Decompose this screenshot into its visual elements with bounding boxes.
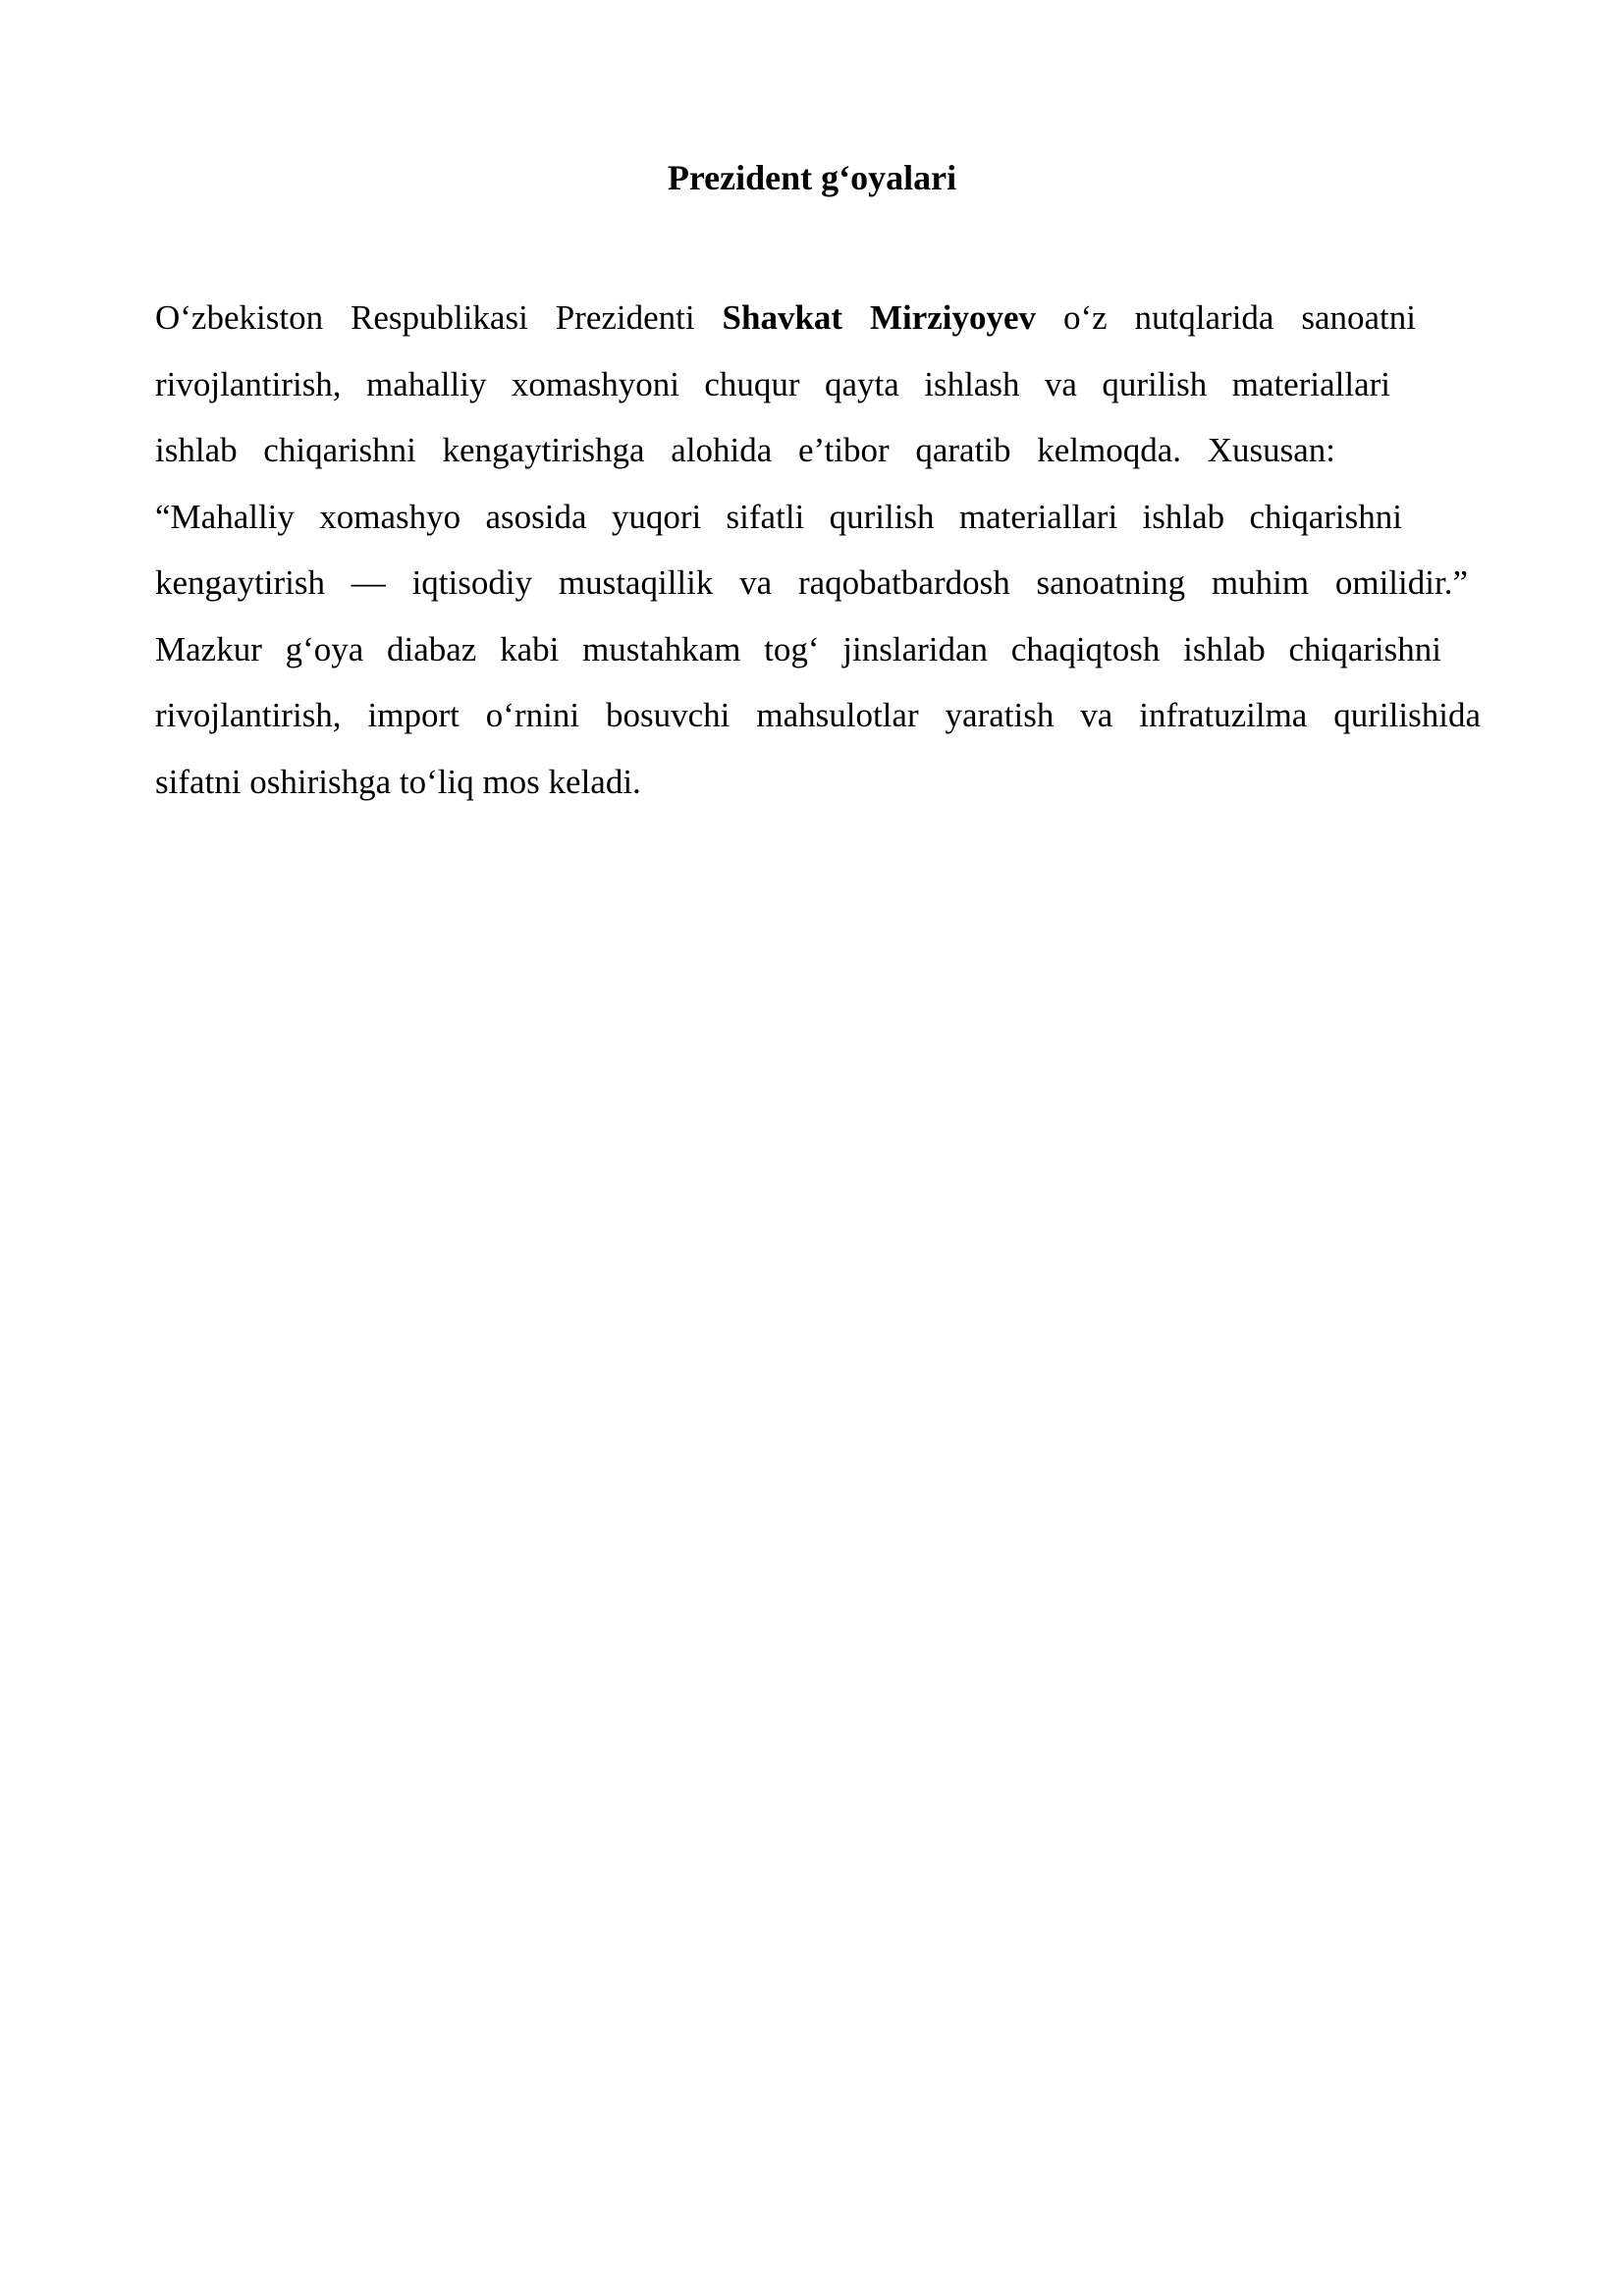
line-1-text-end: o‘z nutqlarida sanoatni — [1036, 298, 1416, 337]
page-title: Prezident g‘oyalari — [667, 158, 957, 197]
paragraph-line-7: rivojlantirish, import o‘rnini bosuvchi mahsulotlar yaratish va infratuzilma qurilishida — [155, 696, 1481, 734]
paragraph-line-2: rivojlantirish, mahalliy xomashyoni chuqur qayta ishlash va qurilish materiallari — [155, 364, 1390, 403]
paragraph-line-5: kengaytirish — iqtisodiy mustaqillik va raqobatbardosh sanoatning muhim omilidir.” — [155, 563, 1468, 602]
president-name: Shavkat Mirziyoyev — [722, 298, 1037, 337]
paragraph-line-1 — [155, 285, 1416, 351]
paragraph-line-6: Mazkur g‘oya diabaz kabi mustahkam tog‘ jinslaridan chaqiqtosh ishlab chiqarishni — [155, 629, 1441, 668]
paragraph-line-4: “Mahalliy xomashyo asosida yuqori sifatli qurilish materiallari ishlab chiqarishni — [155, 497, 1402, 536]
body-paragraph — [155, 285, 1530, 815]
paragraph-line-3: ishlab chiqarishni kengaytirishga alohida e’tibor qaratib kelmoqda. Xususan: — [155, 431, 1335, 469]
paragraph-line-8: sifatni oshirishga to‘liq mos keladi. — [155, 762, 641, 801]
line-1-text-start: O‘zbekiston Respublikasi Prezidenti — [155, 298, 723, 337]
